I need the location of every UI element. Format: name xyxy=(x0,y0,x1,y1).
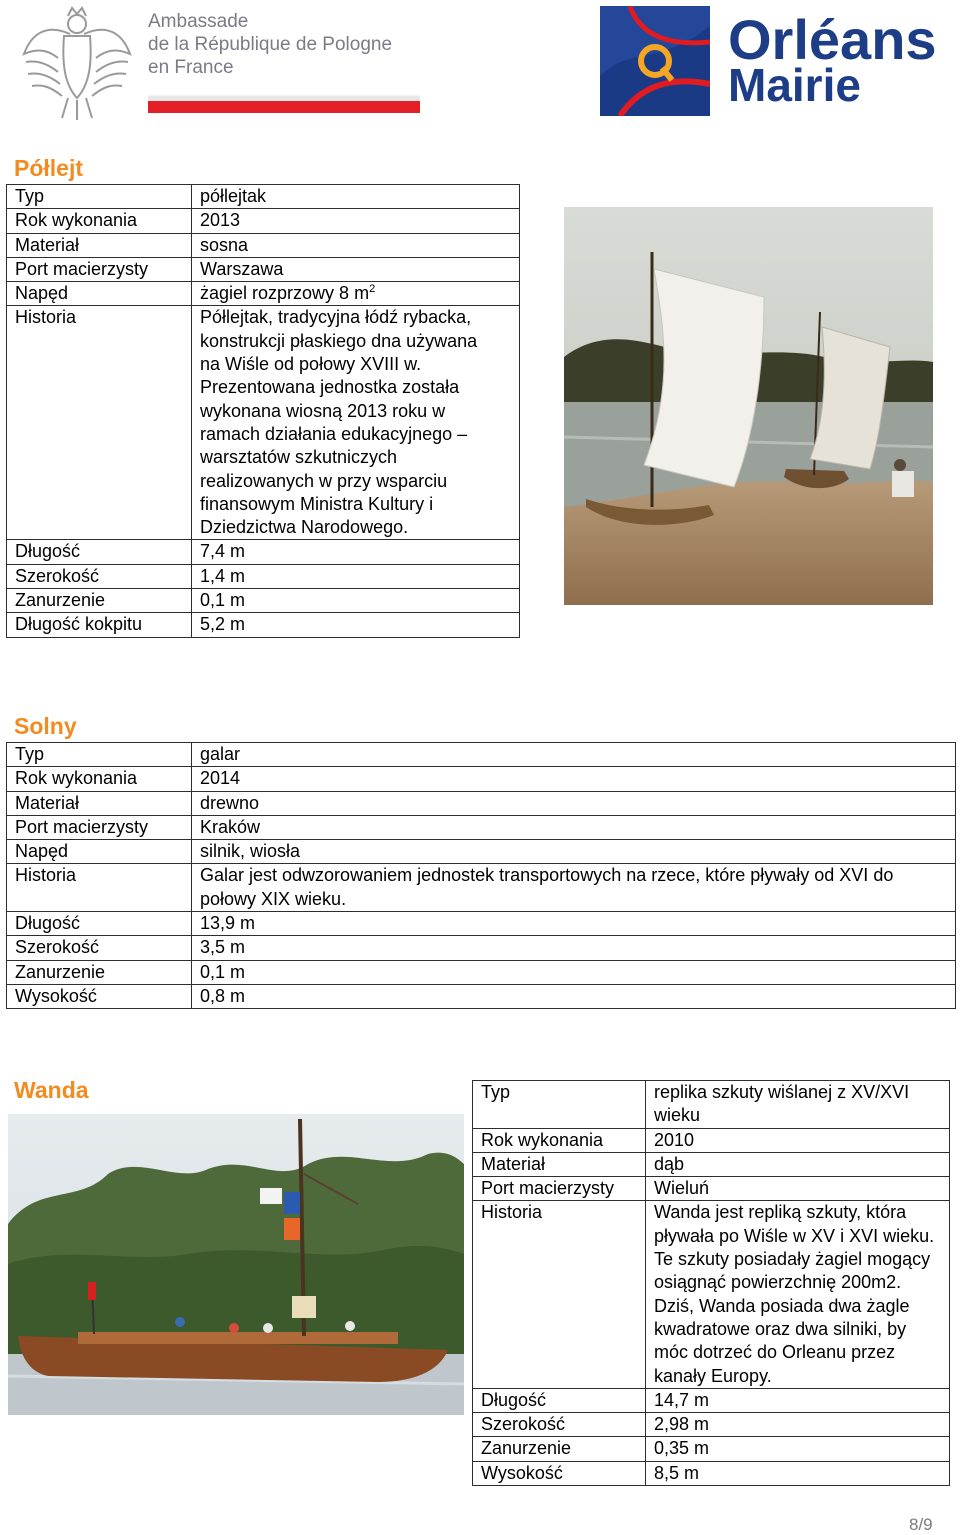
row-value: 14,7 m xyxy=(646,1388,950,1412)
table-row xyxy=(7,282,520,306)
orleans-subtitle: Mairie xyxy=(728,59,861,111)
table-row xyxy=(7,767,956,791)
table-row xyxy=(7,960,956,984)
wanda-boat-photo xyxy=(8,1114,464,1415)
row-value-history: Galar jest odwzorowaniem jednostek transportowych na rzece, które pływały od XVI do połowy XIX wieku. xyxy=(192,864,956,912)
embassy-flag-bar xyxy=(148,91,420,113)
row-label: Port macierzysty xyxy=(7,257,192,281)
table-row xyxy=(473,1201,950,1388)
spec-table-wanda xyxy=(472,1080,950,1486)
table-row xyxy=(7,936,956,960)
table-row xyxy=(7,613,520,637)
orleans-title: Orléans xyxy=(728,8,937,71)
row-label: Szerokość xyxy=(7,564,192,588)
section-title-solny: Solny xyxy=(14,713,77,739)
table-row xyxy=(7,540,520,564)
row-value: dąb xyxy=(646,1152,950,1176)
row-value: 5,2 m xyxy=(192,613,520,637)
polish-eagle-emblem-icon xyxy=(18,2,136,122)
row-value: 2013 xyxy=(192,209,520,233)
row-label: Długość xyxy=(7,912,192,936)
row-value: silnik, wiosła xyxy=(192,840,956,864)
table-row xyxy=(473,1413,950,1437)
row-value: półlejtak xyxy=(192,185,520,209)
row-value: 0,35 m xyxy=(646,1437,950,1461)
row-label: Typ xyxy=(7,743,192,767)
row-label: Długość xyxy=(7,540,192,564)
section-title-polflejt: Półlejt xyxy=(14,155,84,181)
row-value: replika szkuty wiślanej z XV/XVI wieku xyxy=(646,1081,950,1129)
row-label: Długość xyxy=(473,1388,646,1412)
row-label: Materiał xyxy=(473,1152,646,1176)
embassy-line: en France xyxy=(148,57,234,78)
row-label: Napęd xyxy=(7,282,192,306)
row-label: Zanurzenie xyxy=(473,1437,646,1461)
row-value: 1,4 m xyxy=(192,564,520,588)
table-row xyxy=(473,1152,950,1176)
table-row xyxy=(7,912,956,936)
table-row xyxy=(473,1388,950,1412)
sailboats-photo xyxy=(564,207,933,605)
row-value: Kraków xyxy=(192,815,956,839)
row-label: Historia xyxy=(7,306,192,540)
row-value: 0,1 m xyxy=(192,960,956,984)
row-label: Rok wykonania xyxy=(473,1128,646,1152)
table-row xyxy=(7,306,520,540)
table-row xyxy=(7,743,956,767)
embassy-line: Ambassade xyxy=(148,11,249,32)
row-label: Historia xyxy=(7,864,192,912)
row-label: Długość kokpitu xyxy=(7,613,192,637)
table-row xyxy=(473,1437,950,1461)
row-label: Typ xyxy=(7,185,192,209)
row-label: Zanurzenie xyxy=(7,960,192,984)
row-value: 0,8 m xyxy=(192,984,956,1008)
table-row xyxy=(7,791,956,815)
row-value: 2010 xyxy=(646,1128,950,1152)
table-row xyxy=(7,257,520,281)
row-label: Wysokość xyxy=(473,1461,646,1485)
row-value: drewno xyxy=(192,791,956,815)
spec-table-solny xyxy=(6,742,956,1009)
row-value: 2014 xyxy=(192,767,956,791)
row-label: Szerokość xyxy=(7,936,192,960)
table-row xyxy=(473,1081,950,1129)
embassy-name xyxy=(148,10,392,79)
row-label: Materiał xyxy=(7,233,192,257)
row-value: 8,5 m xyxy=(646,1461,950,1485)
row-value: 3,5 m xyxy=(192,936,956,960)
row-value: galar xyxy=(192,743,956,767)
row-value-history: Półlejtak, tradycyjna łódź rybacka, konstrukcji płaskiego dna używana na Wiśle od połowy XVIII w. Prezentowana jednostka została wykonana wiosną 2013 roku w ramach działania edukacyjnego – warsztatów szkutniczych realizowanych w przy wsparciu finansowym Ministra Kultury i Dziedzictwa Narodowego. xyxy=(192,306,520,540)
row-label: Port macierzysty xyxy=(7,815,192,839)
row-value: 7,4 m xyxy=(192,540,520,564)
row-label: Szerokość xyxy=(473,1413,646,1437)
row-label: Port macierzysty xyxy=(473,1177,646,1201)
table-row xyxy=(473,1461,950,1485)
row-value-history: Wanda jest repliką szkuty, która pływała po Wiśle w XV i XVI wieku. Te szkuty posiadały żagiel mogący osiągnąć powierzchnię 200m2. Dziś, Wanda posiada dwa żagle kwadratowe oraz dwa silniki, by móc dotrzeć do Orleanu przez kanały Europy. xyxy=(646,1201,950,1388)
table-row xyxy=(7,840,956,864)
row-value: 0,1 m xyxy=(192,589,520,613)
section-title-wanda: Wanda xyxy=(14,1077,89,1103)
row-label: Rok wykonania xyxy=(7,209,192,233)
table-row xyxy=(473,1177,950,1201)
row-label: Napęd xyxy=(7,840,192,864)
row-label: Rok wykonania xyxy=(7,767,192,791)
table-row xyxy=(7,233,520,257)
table-row xyxy=(7,589,520,613)
table-row xyxy=(7,815,956,839)
table-row xyxy=(473,1128,950,1152)
row-label: Zanurzenie xyxy=(7,589,192,613)
page-number: 8/9 xyxy=(909,1515,933,1534)
row-value: sosna xyxy=(192,233,520,257)
row-label: Typ xyxy=(473,1081,646,1129)
table-row xyxy=(7,864,956,912)
row-value: Wieluń xyxy=(646,1177,950,1201)
orleans-logo-mark-icon xyxy=(600,6,710,116)
table-row xyxy=(7,564,520,588)
table-row xyxy=(7,984,956,1008)
superscript: 2 xyxy=(369,283,376,296)
row-label: Wysokość xyxy=(7,984,192,1008)
row-label: Historia xyxy=(473,1201,646,1388)
table-row xyxy=(7,209,520,233)
row-value: 2,98 m xyxy=(646,1413,950,1437)
row-value-with-sup xyxy=(192,282,520,306)
drive-text: żagiel rozprzowy 8 m xyxy=(200,283,370,304)
row-label: Materiał xyxy=(7,791,192,815)
spec-table-polflejt xyxy=(6,184,520,638)
embassy-line: de la République de Pologne xyxy=(148,34,393,55)
row-value: Warszawa xyxy=(192,257,520,281)
row-value: 13,9 m xyxy=(192,912,956,936)
table-row xyxy=(7,185,520,209)
